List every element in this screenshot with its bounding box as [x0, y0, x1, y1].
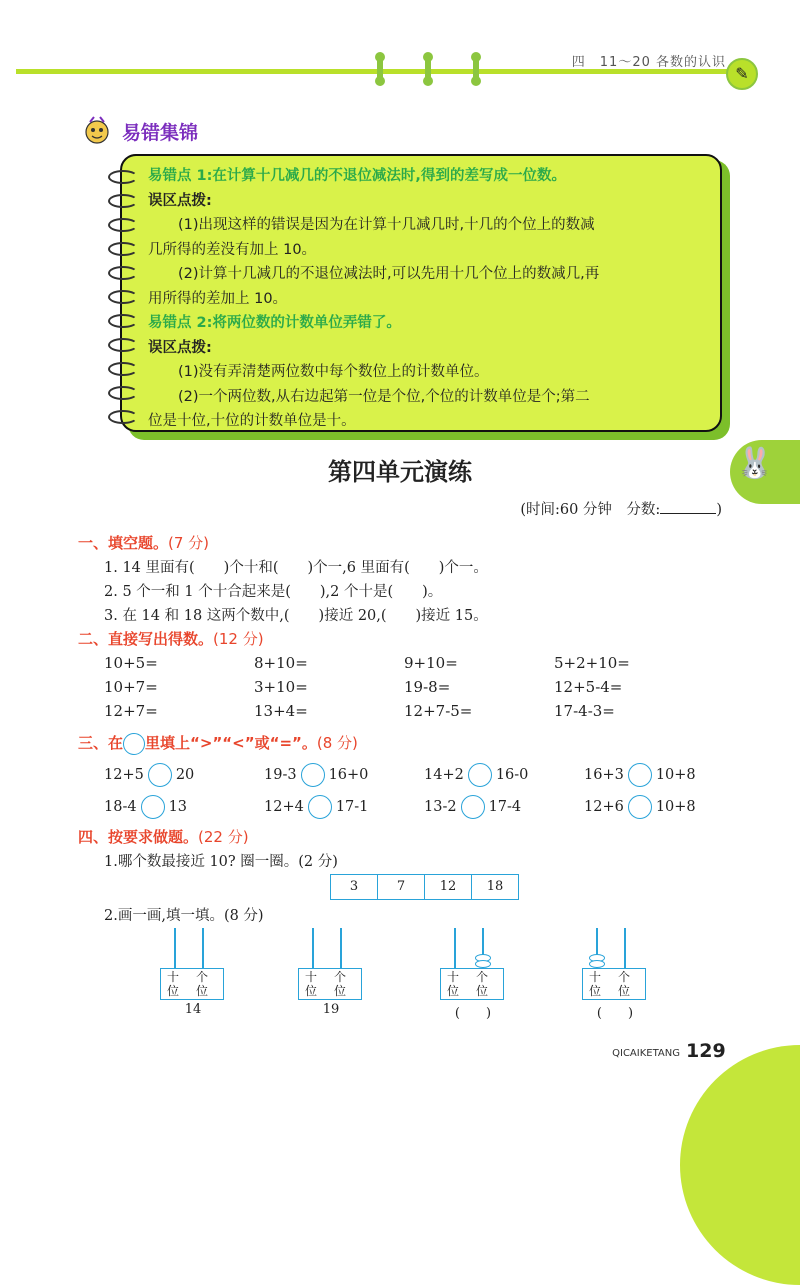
place-label: 位: [617, 984, 630, 998]
unit-title: 第四单元演练: [328, 458, 472, 486]
error-notes: [148, 164, 718, 434]
mascot-icon: [80, 114, 114, 146]
compare-row: [104, 763, 744, 787]
place-label: 位: [475, 984, 488, 998]
compare-right: 16+0: [328, 767, 369, 783]
calc-item[interactable]: 10+7=: [104, 678, 158, 696]
compare-circle[interactable]: [628, 763, 652, 787]
time-label: (时间:60 分钟 分数:: [520, 502, 661, 518]
section-2-heading: [78, 628, 264, 649]
calc-item[interactable]: 12+5-4=: [554, 678, 623, 696]
bird-emblem-icon: ✎: [726, 58, 758, 90]
tens-label: 十: [588, 970, 601, 984]
compare-right: 10+8: [655, 767, 696, 783]
note-line: (1)没有弄清楚两位数中每个数位上的计数单位。: [178, 364, 489, 380]
calc-item[interactable]: 13+4=: [254, 702, 308, 720]
place-label: 位: [588, 984, 601, 998]
compare-right: 13: [168, 799, 188, 815]
section-2-points: (12 分): [213, 630, 264, 648]
chapter-title: 四 11～20 各数的认识: [571, 55, 726, 70]
compare-circle[interactable]: [148, 763, 172, 787]
ones-label: 个: [333, 970, 346, 984]
compare-left: 14+2: [424, 767, 464, 783]
calc-item[interactable]: 3+10=: [254, 678, 308, 696]
calc-item[interactable]: 12+7=: [104, 702, 158, 720]
fill-question[interactable]: 3. 在 14 和 18 这两个数中,( )接近 20,( )接近 15。: [104, 608, 488, 624]
compare-item: [424, 795, 584, 819]
calc-item[interactable]: 5+2+10=: [554, 654, 630, 672]
spiral-ring-icon: [108, 290, 138, 304]
compare-item: [584, 763, 744, 787]
calc-item[interactable]: 17-4-3=: [554, 702, 615, 720]
number-box[interactable]: 3: [331, 875, 378, 899]
compare-circle[interactable]: [468, 763, 492, 787]
tens-label: 十: [446, 970, 459, 984]
note-line: 易错点 2:将两位数的计数单位弄错了。: [148, 315, 401, 331]
section-1-title: 一、填空题。: [78, 534, 169, 552]
calc-item[interactable]: 12+7-5=: [404, 702, 473, 720]
compare-left: 12+4: [264, 799, 304, 815]
tens-label: 十: [304, 970, 317, 984]
brand-name: QICAIKETANG: [612, 1048, 680, 1059]
note-line: (2)一个两位数,从右边起第一位是个位,个位的计数单位是个;第二: [178, 388, 590, 405]
compare-circle[interactable]: [461, 795, 485, 819]
abacus[interactable]: [582, 928, 648, 1028]
abacus-answer[interactable]: ( ): [596, 1006, 634, 1021]
abacus[interactable]: [298, 928, 364, 1028]
compare-circle[interactable]: [308, 795, 332, 819]
compare-circle[interactable]: [301, 763, 325, 787]
spiral-ring-icon: [108, 386, 138, 400]
compare-item: [104, 763, 264, 787]
number-box[interactable]: 12: [425, 875, 472, 899]
abacus-bead: [475, 960, 491, 968]
note-line: (2)计算十几减几的不退位减法时,可以先用十几个位上的数减几,再: [178, 266, 600, 282]
section-1-points: (7 分): [168, 534, 210, 552]
compare-circle[interactable]: [628, 795, 652, 819]
compare-item: [264, 763, 424, 787]
tens-label: 十: [166, 970, 179, 984]
abacus-value: 19: [322, 1002, 340, 1017]
time-score-line: [520, 498, 722, 519]
abacus[interactable]: [160, 928, 226, 1028]
ones-label: 个: [195, 970, 208, 984]
calc-row: [104, 702, 664, 720]
abacus-rod: [312, 928, 314, 970]
footer-arc: [680, 1045, 800, 1285]
section-1-heading: [78, 532, 209, 553]
compare-item: [264, 795, 424, 819]
spiral-ring-icon: [108, 194, 138, 208]
section-3-title-b: 里填上“>”“<”或“=”。: [145, 734, 317, 752]
section-title-errors: 易错集锦: [122, 122, 199, 144]
calc-item[interactable]: 8+10=: [254, 654, 308, 672]
section-4-heading: [78, 826, 249, 847]
spiral-ring-icon: [108, 362, 138, 376]
place-label: 位: [446, 984, 459, 998]
compare-item: [584, 795, 744, 819]
number-boxes: [330, 874, 519, 900]
calc-item[interactable]: 9+10=: [404, 654, 458, 672]
fill-question[interactable]: 1. 14 里面有( )个十和( )个一,6 里面有( )个一。: [104, 560, 488, 576]
spiral-ring-icon: [108, 266, 138, 280]
section-3-points: (8 分): [316, 734, 358, 752]
compare-left: 16+3: [584, 767, 624, 783]
section-2-title: 二、直接写出得数。: [78, 630, 214, 648]
abacus-base: [440, 968, 504, 1000]
abacus-value: 14: [184, 1002, 202, 1017]
abacus-answer[interactable]: ( ): [454, 1006, 492, 1021]
calc-item[interactable]: 10+5=: [104, 654, 158, 672]
abacus-base: [298, 968, 362, 1000]
compare-right: 10+8: [655, 799, 696, 815]
compare-row: [104, 795, 744, 819]
abacus-rod: [454, 928, 456, 970]
ones-label: 个: [475, 970, 488, 984]
note-line: 误区点拨:: [148, 192, 212, 209]
spiral-ring-icon: [108, 314, 138, 328]
place-label: 位: [166, 984, 179, 998]
page-number: 129: [686, 1040, 726, 1062]
abacus-rod: [202, 928, 204, 970]
section-3-heading: [78, 732, 358, 755]
note-line: 误区点拨:: [148, 339, 212, 356]
compare-circle[interactable]: [141, 795, 165, 819]
circle-icon: [123, 733, 145, 755]
binder-peg: [377, 56, 383, 82]
section-3-title-a: 三、在: [78, 734, 124, 752]
place-label: 位: [304, 984, 317, 998]
compare-left: 19-3: [264, 767, 297, 783]
abacus-base: [582, 968, 646, 1000]
question-nearest: 1.哪个数最接近 10? 圈一圈。(2 分): [104, 854, 338, 870]
abacus[interactable]: [440, 928, 506, 1028]
spiral-ring-icon: [108, 170, 138, 184]
fill-question[interactable]: 2. 5 个一和 1 个十合起来是( ),2 个十是( )。: [104, 584, 443, 600]
spiral-ring-icon: [108, 218, 138, 232]
abacus-rod: [340, 928, 342, 970]
compare-item: [104, 795, 264, 819]
time-close: ): [716, 502, 722, 518]
note-line: 几所得的差没有加上 10。: [148, 241, 317, 258]
number-box[interactable]: 7: [378, 875, 425, 899]
score-blank[interactable]: [660, 513, 716, 514]
compare-right: 16-0: [495, 767, 529, 783]
compare-right: 17-4: [488, 799, 522, 815]
section-4-title: 四、按要求做题。: [78, 828, 199, 846]
compare-item: [424, 763, 584, 787]
calc-item[interactable]: 19-8=: [404, 678, 451, 696]
note-line: (1)出现这样的错误是因为在计算十几减几时,十几的个位上的数减: [178, 217, 595, 233]
place-label: 位: [195, 984, 208, 998]
bunny-icon: 🐰: [736, 446, 774, 481]
compare-left: 18-4: [104, 799, 137, 815]
compare-left: 12+6: [584, 799, 624, 815]
binder-peg: [425, 56, 431, 82]
binder-peg: [473, 56, 479, 82]
compare-right: 20: [175, 767, 195, 783]
spiral-ring-icon: [108, 338, 138, 352]
note-line: 位是十位,十位的计数单位是十。: [148, 413, 356, 429]
compare-right: 17-1: [335, 799, 369, 815]
compare-left: 12+5: [104, 767, 144, 783]
abacus-rod: [174, 928, 176, 970]
abacus-bead: [589, 960, 605, 968]
number-box[interactable]: 18: [486, 879, 504, 894]
question-draw: 2.画一画,填一填。(8 分): [104, 908, 264, 924]
calc-row: [104, 654, 664, 672]
note-line: 用所得的差加上 10。: [148, 290, 288, 307]
note-line: 易错点 1:在计算十几减几的不退位减法时,得到的差写成一位数。: [148, 168, 566, 184]
calc-row: [104, 678, 664, 696]
ones-label: 个: [617, 970, 630, 984]
place-label: 位: [333, 984, 346, 998]
abacus-base: [160, 968, 224, 1000]
section-4-points: (22 分): [198, 828, 249, 846]
spiral-ring-icon: [108, 410, 138, 424]
compare-left: 13-2: [424, 799, 457, 815]
spiral-ring-icon: [108, 242, 138, 256]
abacus-rod: [624, 928, 626, 970]
